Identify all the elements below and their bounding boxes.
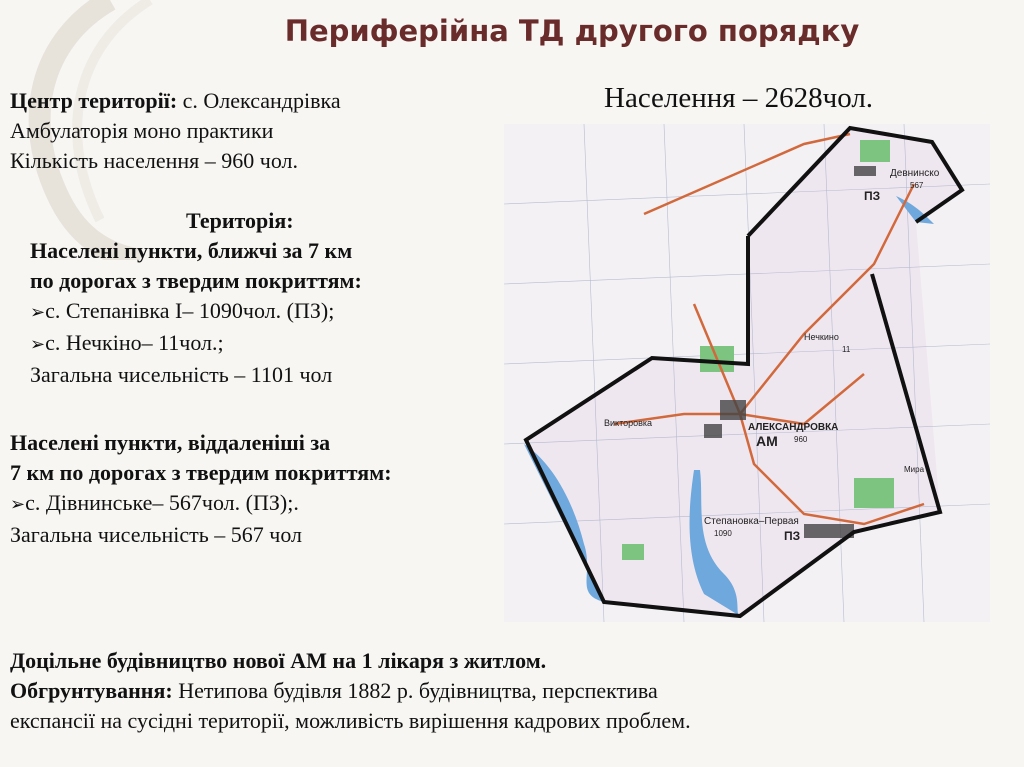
conclusion-line1: Доцільне будівництво нової АМ на 1 лікаря з житлом. [10, 648, 547, 673]
far-total: Загальна чисельність – 567 чол [10, 522, 303, 547]
near-item-stepanivka: ➢с. Степанівка І– 1090чол. (ПЗ); [30, 298, 335, 323]
justification-line [10, 676, 691, 706]
territory-heading: Територія: [186, 208, 294, 233]
arrow-bullet-icon: ➢ [30, 334, 46, 355]
map-label-11: 11 [842, 345, 851, 354]
map-label-stepanovka: Степановка–Первая [704, 516, 799, 527]
arrow-bullet-icon: ➢ [10, 494, 26, 515]
forest-patch [854, 478, 894, 508]
territory-map [504, 124, 990, 622]
map-label-viktorovka: Викторовка [604, 418, 653, 428]
center-line [10, 86, 341, 116]
map-label-devninskoe: Девнинско [890, 168, 940, 179]
near-heading-line1: Населені пункти, ближчі за 7 км [30, 238, 353, 263]
map-label-mira: Мира [904, 465, 925, 474]
far-heading-line1: Населені пункти, віддаленіші за [10, 430, 331, 455]
center-value: с. Олександрівка [177, 88, 341, 113]
map-label-960: 960 [794, 435, 808, 444]
map-label-aleksandrovka: АЛЕКСАНДРОВКА [748, 422, 839, 433]
arrow-bullet-icon: ➢ [30, 302, 46, 323]
far-item-divninske: ➢с. Дівнинське– 567чол. (ПЗ);. [10, 490, 299, 515]
conclusion [10, 646, 691, 736]
near-item-nechkino: ➢с. Нечкіно– 11чол.; [30, 330, 224, 355]
map-label-1090: 1090 [714, 529, 732, 538]
map-label-pz-top: ПЗ [864, 189, 881, 203]
slide-title: Периферійна ТД другого порядку [284, 14, 860, 48]
population-total: Населення – 2628чол. [604, 82, 874, 114]
center-info [10, 86, 341, 176]
justification-label: Обгрунтування: [10, 678, 173, 703]
territory-info [30, 206, 362, 390]
clinic-type: Амбулаторія моно практики [10, 118, 274, 143]
far-heading-line2: 7 км по дорогах з твердим покриттям: [10, 460, 392, 485]
center-population: Кількість населення – 960 чол. [10, 148, 299, 173]
center-label: Центр території: [10, 88, 178, 113]
map-label-nechkino: Нечкино [804, 332, 839, 342]
map-label-567: 567 [910, 181, 924, 190]
map-label-am: АМ [756, 433, 778, 449]
forest-patch [860, 140, 890, 162]
justification-line2: експансії на сусідні території, можливість вирішення кадрових проблем. [10, 708, 691, 733]
near-total: Загальна чисельність – 1101 чол [30, 362, 333, 387]
near-heading-line2: по дорогах з твердим покриттям: [30, 268, 362, 293]
far-info [10, 428, 392, 550]
forest-patch [622, 544, 644, 560]
justification-value: Нетипова будівля 1882 р. будівництва, перспектива [172, 678, 658, 703]
map-label-pz-bottom: ПЗ [784, 529, 801, 543]
